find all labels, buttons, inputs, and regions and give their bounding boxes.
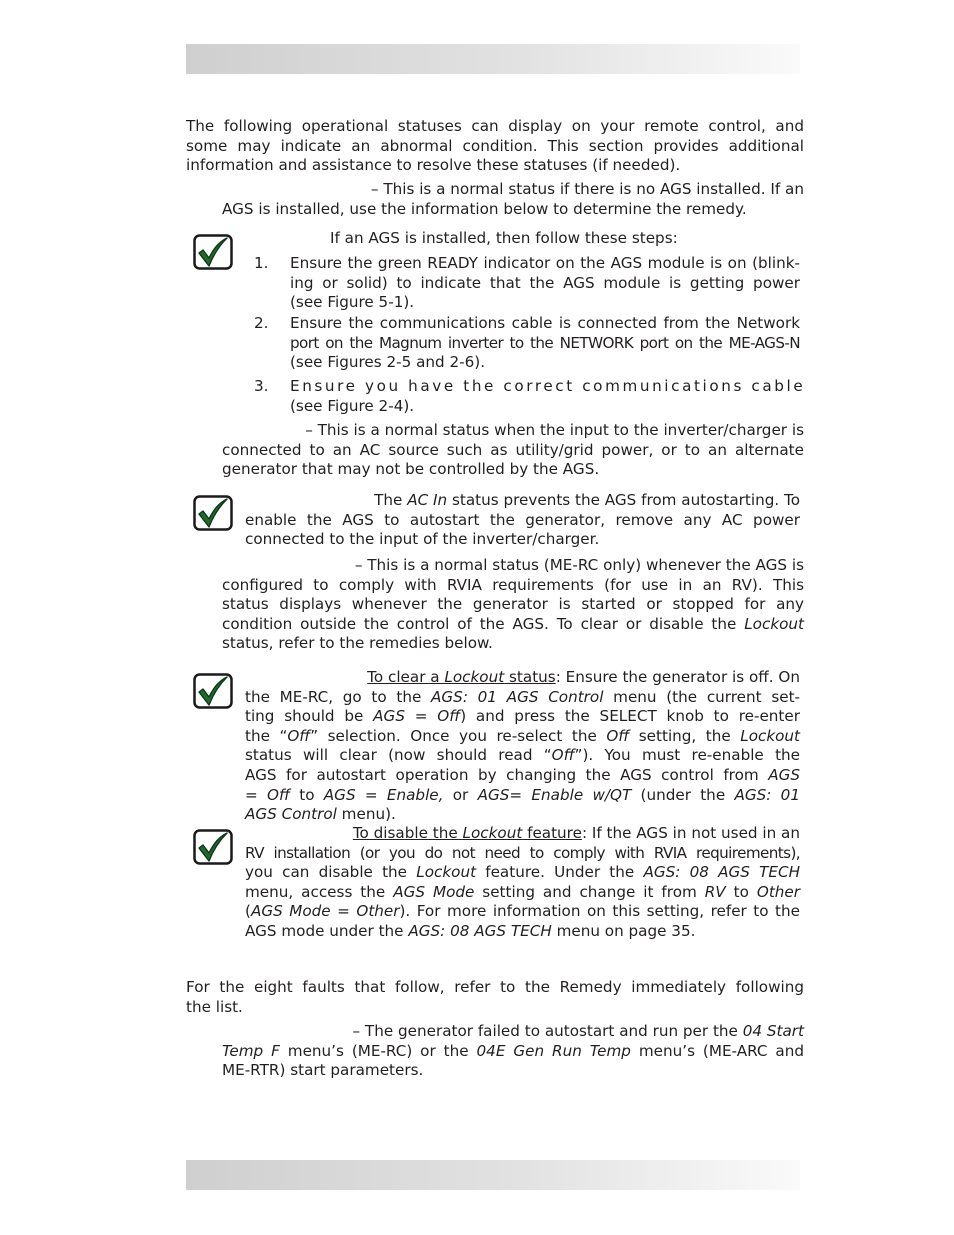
status-no-ags-line: – This is a normal status if there is no AGS installed. If an bbox=[370, 180, 804, 198]
status-lockout-paragraph: – This is a normal status (ME-RC only) whenever the AGS is configured to comply with RVIA requirements (for use in an RV). This status displays whenever the generator is started or stopped for any condition outside the control of the AGS. To clear or disable the Lockout status, refer to the remedies below. bbox=[222, 556, 804, 653]
step-2-text: Ensure the communications cable is connected from the Network port on the Magnum inverter to the NETWORK port on the ME-AGS-N (see Figures 2-5 and 2-6). bbox=[290, 314, 800, 372]
checkmark-icon bbox=[193, 495, 233, 531]
fault-start-temp-paragraph: – The generator failed to autostart and run per the 04 Start Temp F menu’s (ME-RC) or the 04E Gen Run Temp menu’s (ME-ARC and ME-RTR) start parameters. bbox=[222, 1022, 804, 1080]
intro-line: some may indicate an abnormal condition. This section provides additional bbox=[186, 136, 804, 155]
step-number: 2. bbox=[254, 314, 269, 332]
note1-heading: If an AGS is installed, then follow these steps: bbox=[330, 229, 678, 247]
step-number: 1. bbox=[254, 254, 269, 272]
status-no-ags-paragraph bbox=[222, 180, 804, 219]
intro-paragraph bbox=[186, 117, 804, 176]
step-number: 3. bbox=[254, 377, 269, 395]
note4-paragraph: To disable the Lockout feature: If the AGS in not used in an RV installation (or you do not need to comply with RVIA requirements), you can disable the Lockout feature. Under the AGS: 08 AGS TECH menu, access the AGS Mode setting and change it from RV to Other (AGS Mode = Other). For more information on this setting, refer to the AGS mode under the AGS: 08 AGS TECH menu on page 35. bbox=[245, 824, 801, 940]
note2-paragraph: The AC In status prevents the AGS from autostarting. To enable the AGS to autostart the generator, remove any AC power connected to the input of the inverter/charger. bbox=[245, 491, 800, 549]
checkmark-icon bbox=[193, 234, 233, 270]
intro-line: information and assistance to resolve these statuses (if needed). bbox=[186, 156, 681, 175]
checkmark-icon bbox=[193, 829, 233, 865]
status-no-ags-line: AGS is installed, use the information below to determine the remedy. bbox=[222, 199, 747, 218]
note3-paragraph: To clear a Lockout status: Ensure the generator is off. On the ME-RC, go to the AGS: 01 AGS Control menu (the current set- ting should be AGS = Off) and press the SELECT knob to re-enter the “Off” selection. Once you re-select the Off setting, the Lockout status will clear (now should read “Off”). You must re-enable the AGS for autostart operation by changing the AGS control from AGS = Off to AGS = Enable, or AGS= Enable w/QT (under the AGS: 01 AGS Control menu). bbox=[245, 668, 801, 824]
header-band bbox=[186, 44, 800, 74]
intro-line: The following operational statuses can display on your remote control, and bbox=[186, 117, 804, 135]
step-3-text: Ensure you have the correct communications cable (see Figure 2-4). bbox=[290, 377, 806, 415]
step-1-text: Ensure the green READY indicator on the AGS module is on (blink- ing or solid) to indicate that the AGS module is getting power (see Figure 5-1). bbox=[290, 254, 800, 312]
checkmark-icon bbox=[193, 673, 233, 709]
faults-intro-paragraph: For the eight faults that follow, refer to the Remedy immediately following the list. bbox=[186, 978, 804, 1016]
footer-band bbox=[186, 1160, 800, 1190]
status-ac-in-paragraph: – This is a normal status when the input to the inverter/charger is connected to an AC source such as utility/grid power, or to an alternate generator that may not be controlled by the AGS. bbox=[222, 421, 804, 479]
